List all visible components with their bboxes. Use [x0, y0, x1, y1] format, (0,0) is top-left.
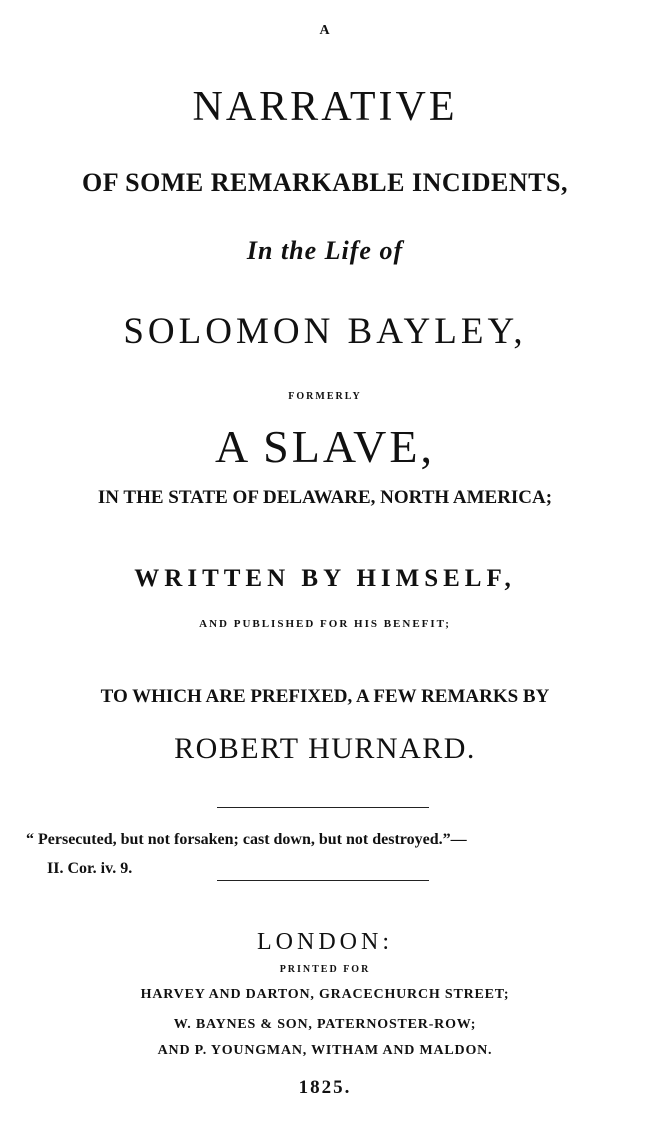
formerly-label: FORMERLY [288, 391, 362, 402]
subject-name: SOLOMON BAYLEY, [123, 311, 527, 352]
publisher-line-3: AND P. YOUNGMAN, WITHAM AND MALDON. [157, 1043, 493, 1058]
divider-rule-top [217, 807, 429, 808]
title-article: A [319, 23, 331, 38]
publication-year: 1825. [298, 1077, 352, 1098]
in-the-life-of: In the Life of [246, 236, 404, 265]
subtitle: OF SOME REMARKABLE INCIDENTS, [82, 168, 568, 197]
authorship-line: WRITTEN BY HIMSELF, [134, 565, 516, 592]
published-note: AND PUBLISHED FOR HIS BENEFIT; [199, 618, 451, 630]
main-title: NARRATIVE [192, 84, 458, 130]
epigraph-citation: II. Cor. iv. 9. [47, 860, 133, 877]
epigraph-quote: “ Persecuted, but not forsaken; cast down, but not destroyed.”— [26, 831, 467, 848]
prefixed-line: TO WHICH ARE PREFIXED, A FEW REMARKS BY [100, 686, 550, 707]
status-heading: A SLAVE, [215, 421, 435, 472]
publisher-line-2: W. BAYNES & SON, PATERNOSTER-ROW; [173, 1017, 477, 1032]
imprint-city: LONDON: [257, 929, 393, 955]
publisher-line-1: HARVEY AND DARTON, GRACECHURCH STREET; [140, 987, 510, 1002]
printed-for-label: PRINTED FOR [279, 964, 371, 975]
editor-name: ROBERT HURNARD. [174, 732, 476, 765]
location-line: IN THE STATE OF DELAWARE, NORTH AMERICA; [97, 487, 553, 508]
divider-rule-bottom [217, 880, 429, 881]
